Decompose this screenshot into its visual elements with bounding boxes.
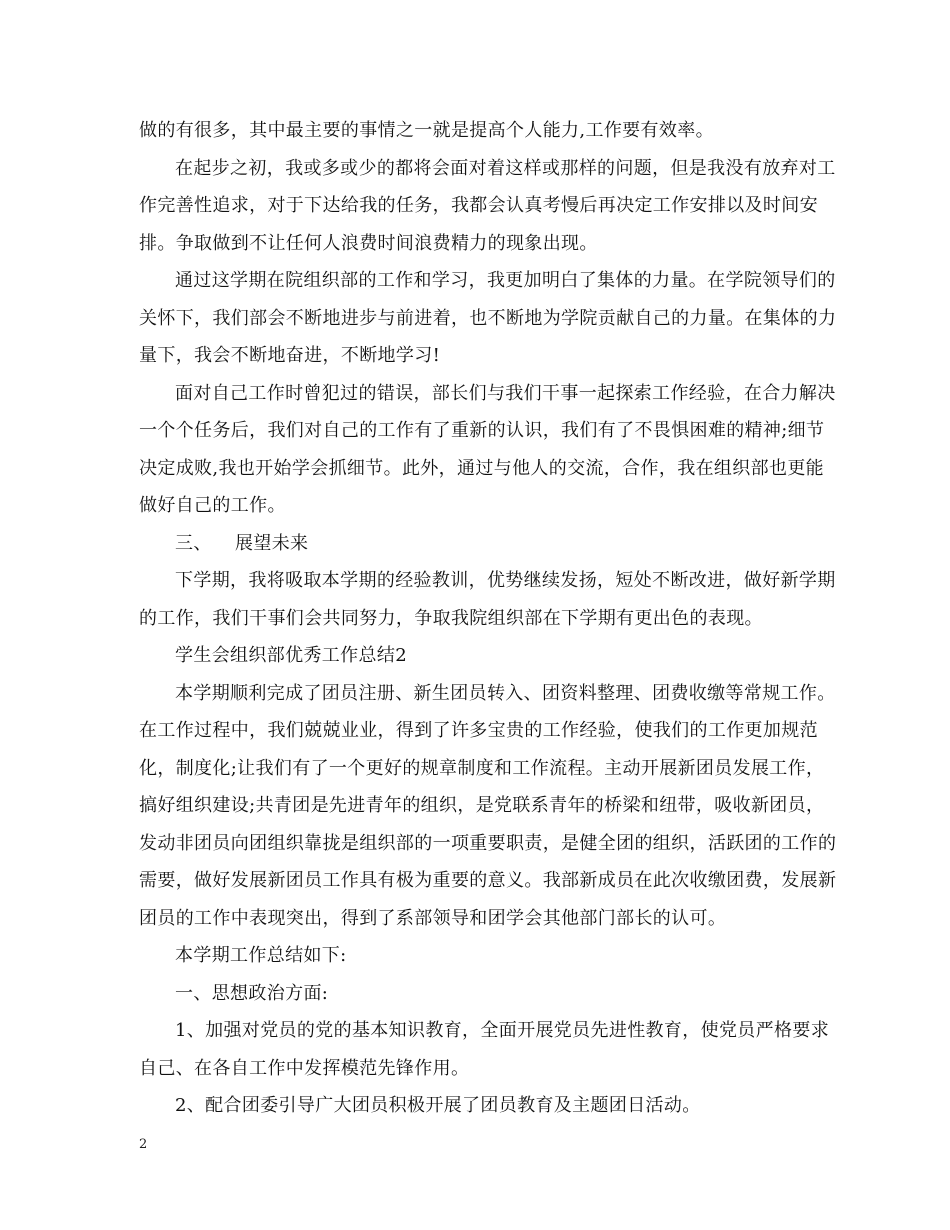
paragraph: 面对自己工作时曾犯过的错误，部长们与我们干事一起探索工作经验，在合力解决一个个任务后，我们对自己的工作有了重新的认识，我们有了不畏惧困难的精神;细节决定成败,我也开始学会抓细节。此外，通过与他人的交流，合作，我在组织部也更能做好自己的工作。 [139, 382, 836, 516]
section-title: 展望未来 [235, 532, 309, 554]
section-heading [139, 525, 839, 563]
document-body [139, 112, 839, 1125]
section-number: 三、 [175, 532, 212, 554]
list-item: 2、配合团委引导广大团员积极开展了团员教育及主题团日活动。 [175, 1095, 701, 1116]
document-subtitle: 学生会组织部优秀工作总结2 [175, 645, 408, 666]
list-item: 1、加强对党员的党的基本知识教育，全面开展党员先进性教育，使党员严格要求自己、在各自工作中发挥模范先锋作用。 [139, 1020, 830, 1079]
paragraph: 本学期工作总结如下: [175, 945, 347, 966]
paragraph: 下学期，我将吸取本学期的经验教训，优势继续发扬，短处不断改进，做好新学期的工作，我们干事们会共同努力，争取我院组织部在下学期有更出色的表现。 [139, 570, 836, 629]
paragraph: 在起步之初，我或多或少的都将会面对着这样或那样的问题，但是我没有放弃对工作完善性追求，对于下达给我的任务，我都会认真考慢后再决定工作安排以及时间安排。争取做到不让任何人浪费时间浪费精力的现象出现。 [139, 157, 836, 254]
page-number: 2 [139, 1137, 148, 1152]
paragraph: 做的有很多，其中最主要的事情之一就是提高个人能力,工作要有效率。 [139, 120, 714, 141]
subsection-heading: 一、思想政治方面: [175, 982, 329, 1004]
paragraph: 本学期顺利完成了团员注册、新生团员转入、团资料整理、团费收缴等常规工作。在工作过程中，我们兢兢业业，得到了许多宝贵的工作经验，使我们的工作更加规范化，制度化;让我们有了一个更好的规章制度和工作流程。主动开展新团员发展工作，搞好组织建设;共青团是先进青年的组织，是党联系青年的桥梁和纽带，吸收新团员，发动非团员向团组织靠拢是组织部的一项重要职责，是健全团的组织，活跃团的工作的需要，做好发展新团员工作具有极为重要的意义。我部新成员在此次收缴团费，发展新团员的工作中表现突出，得到了系部领导和团学会其他部门部长的认可。 [139, 682, 837, 929]
paragraph: 通过这学期在院组织部的工作和学习，我更加明白了集体的力量。在学院领导们的关怀下，我们部会不断地进步与前进着，也不断地为学院贡献自己的力量。在集体的力量下，我会不断地奋进，不断地学习! [139, 270, 837, 366]
